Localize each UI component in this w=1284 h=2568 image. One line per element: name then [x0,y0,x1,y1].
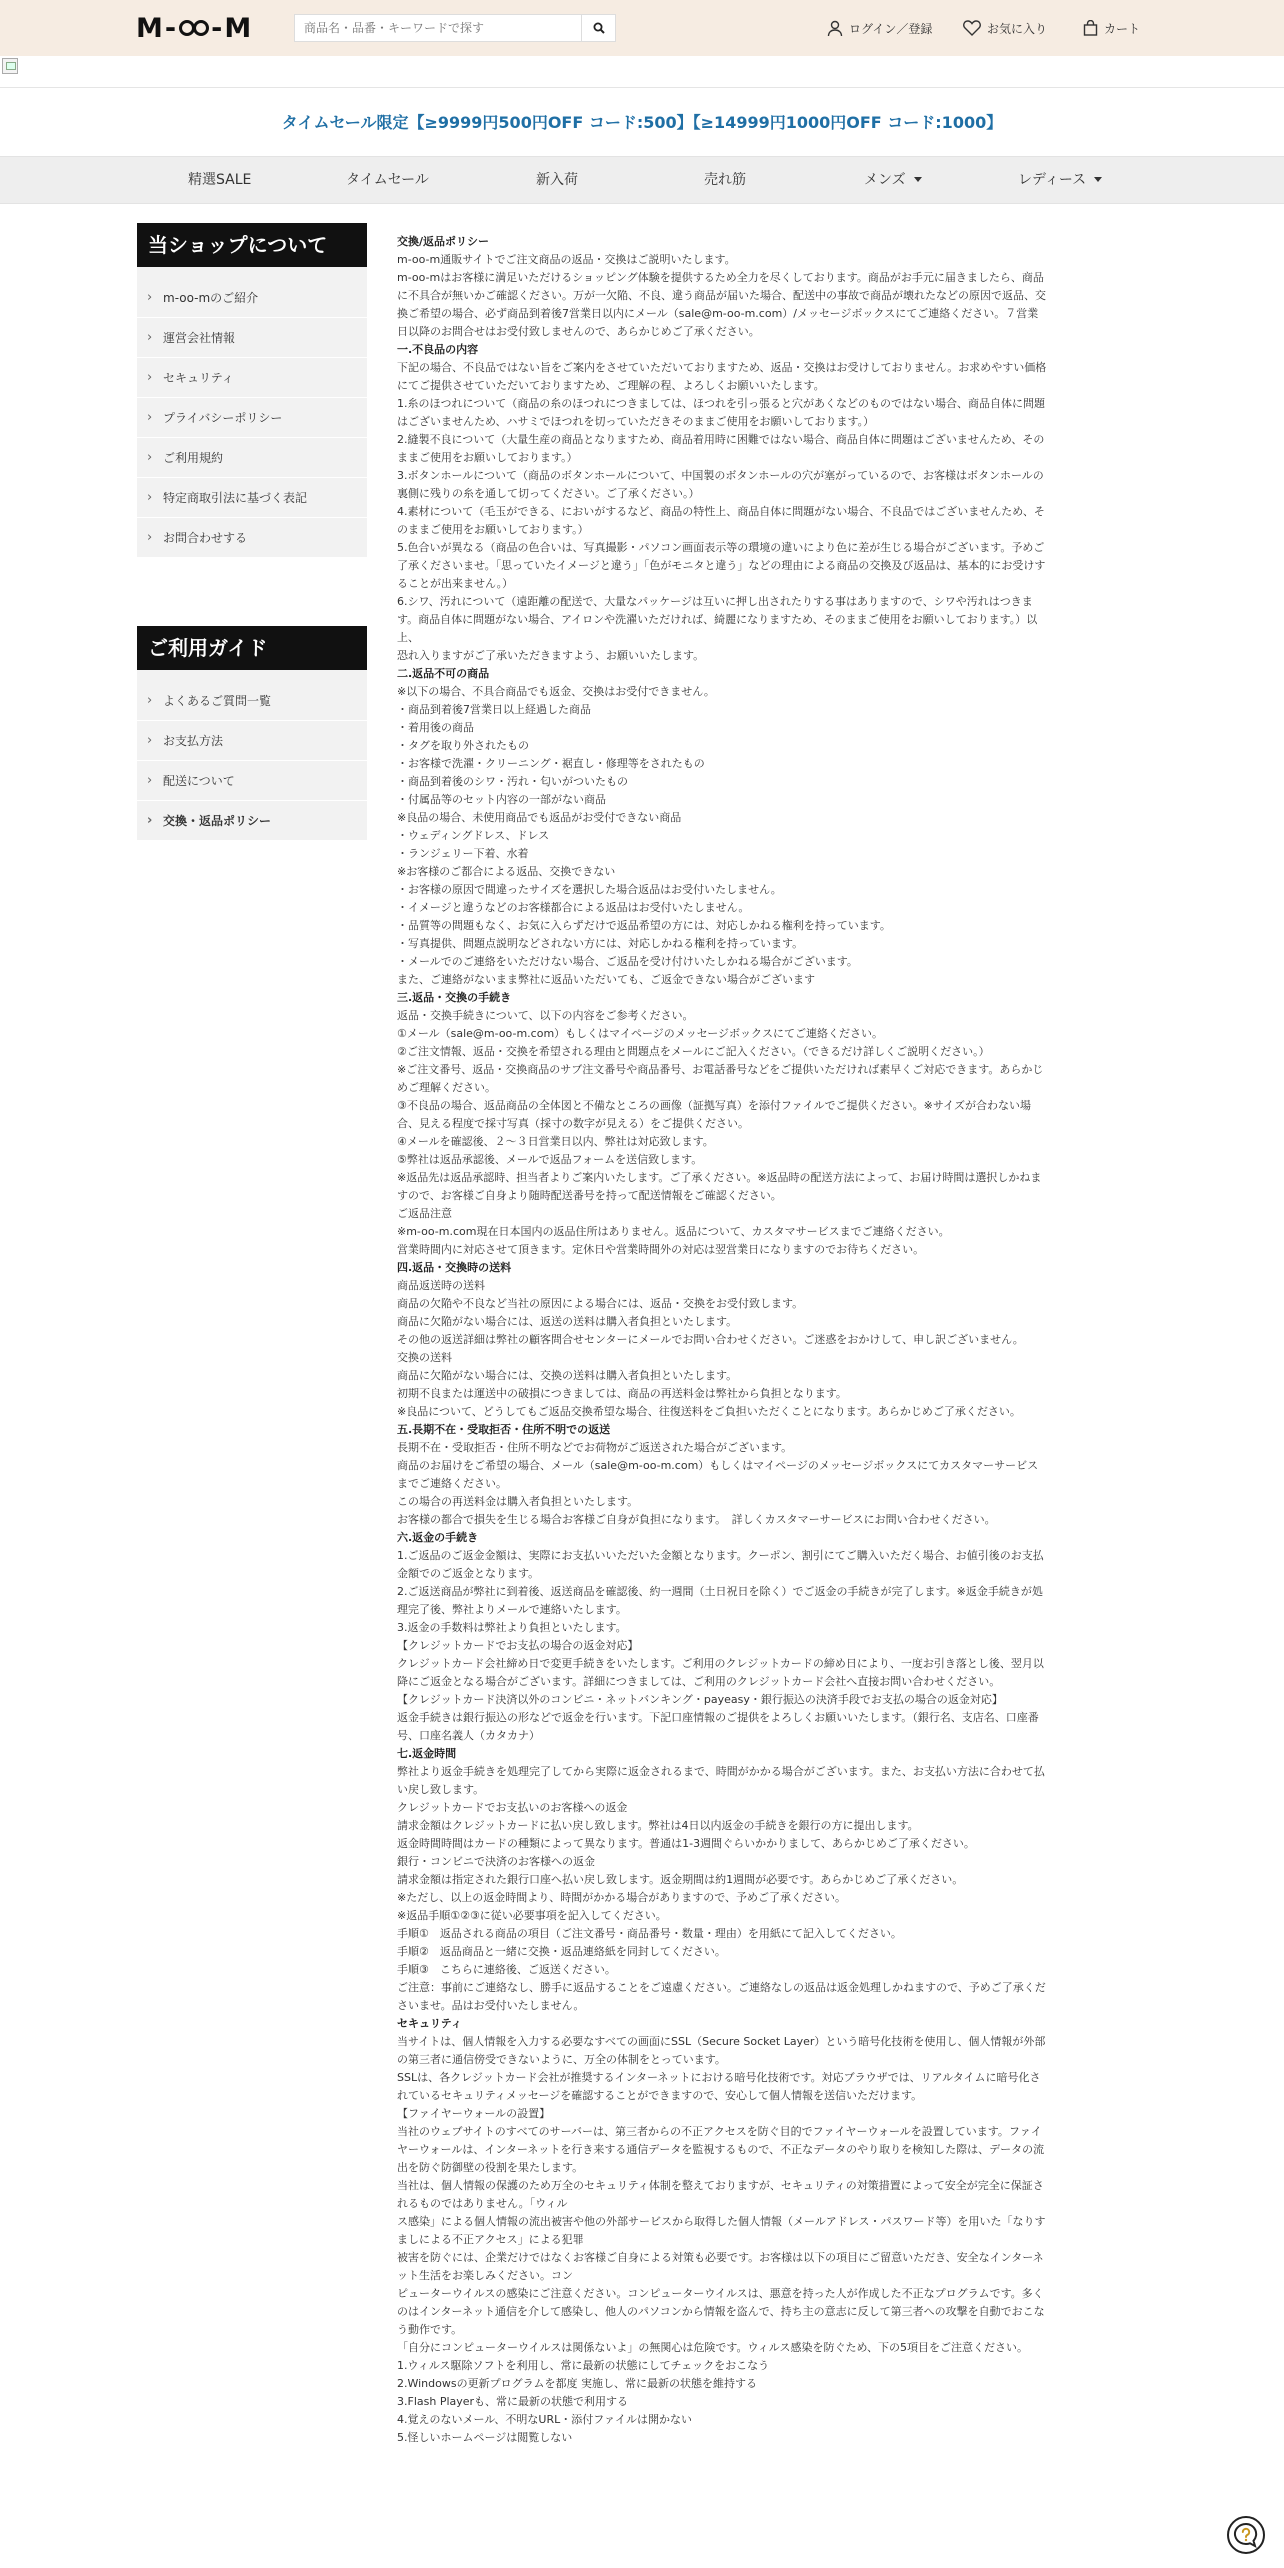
sidebar-item-contact[interactable]: › お問合わせする [137,518,367,558]
policy-paragraph: m-oo-m通販サイトでご注文商品の返品・交換はご説明いたします。 [397,253,736,266]
policy-paragraph: ピューターウイルスの感染にご注意ください。コンピューターウイルスは、悪意を持った人が作成した不正なプログラムです。多くのはインターネット通信を介して感染し、他人のパソコンから情報を盗んで、持ち主の意志に反して第三者への攻撃を自動でおこなう動作です。 [397,2287,1045,2336]
nav-item-mens[interactable]: メンズ [864,157,922,203]
policy-paragraph: 当サイトは、個人情報を入力する必要なすべての画面にSSL（Secure Socket Layer）という暗号化技術を使用し、個人情報が外部の第三者に通信傍受できないように、万全の体制をとっています。 [397,2035,1046,2066]
policy-paragraph: 3.返金の手数料は弊社より負担といたします。 [397,1621,627,1634]
policy-paragraph: 弊社より返金手続きを処理完了してから実際に返金されるまで、時間がかかる場合がございます。また、お支払い方法に合わせて払い戻し致します。 [397,1765,1045,1796]
policy-paragraph: 4.素材について（毛玉ができる、においがするなど、商品の特性上、商品自体に問題がない場合、不良品ではございませんため、そのままご使用をお願いしております。） [397,505,1045,536]
policy-paragraph: ※m-oo-m.com現在日本国内の返品住所はありません。返品について、カスタマサービスまでご連絡ください。 [397,1225,950,1238]
sidebar-about-list [137,267,367,558]
policy-content [397,233,1049,2447]
sidebar-item-faq[interactable]: › よくあるご質問一覧 [137,681,367,721]
policy-paragraph: 交換の送料 [397,1351,452,1364]
sidebar-item-introduction[interactable]: › m-oo-mのご紹介 [137,278,367,318]
policy-paragraph: 2.ご返送商品が弊社に到着後、返送商品を確認後、約一週間（土日祝日を除く）でご返金の手続きが完了します。※返金手続きが処理完了後、弊社よりメールで連絡いたします。 [397,1585,1043,1616]
main-nav [0,156,1284,204]
policy-paragraph: 下記の場合、不良品ではない旨をご案内をさせていただいておりますため、返品・交換はお受けしておりません。お求めやすい価格にてご提供させていただいておりますため、ご理解の程、よろしくお願いいたします。 [397,361,1047,392]
policy-paragraph: ※ただし、以上の返金時間より、時間がかかる場合がありますので、予めご了承ください。 [397,1891,846,1904]
policy-paragraph: 商品返送時の送料 [397,1279,485,1292]
sidebar-item-security[interactable]: › セキュリティ [137,358,367,398]
promo-banner-image[interactable] [0,56,1284,88]
user-icon [827,20,843,37]
policy-paragraph: 1.糸のほつれについて（商品の糸のほつれにつきましては、ほつれを引っ張ると穴があくなどのものではない場合、商品自体に問題はございませんため、ハサミでほつれを切っていただきそのままご使用をお願いしております。） [397,397,1046,428]
policy-paragraph: 返金手続きは銀行振込の形などで返金を行います。下記口座情報のご提供をよろしくお願いいたします。（銀行名、支店名、口座番号、口座名義人（カタカナ） [397,1711,1039,1742]
policy-paragraph: 3.Flash Playerも、常に最新の状態で利用する [397,2395,629,2408]
policy-paragraph: 請求金額はクレジットカードに払い戻し致します。弊社は4日以内返金の手続きを銀行の方に提出します。 [397,1819,919,1832]
policy-paragraph: 返金時間時間はカードの種類によって異なります。普通は1-3週間ぐらいかかりまして、あらかじめご了承ください。 [397,1837,975,1850]
policy-paragraph: その他の返送詳細は弊社の顧客問合せセンターにメールでお問い合わせください。ご迷惑をおかけして、申し訳ございません。 [397,1333,1024,1346]
sidebar-about-title: 当ショップについて [137,223,367,267]
section-heading: 四.返品・交換時の送料 [397,1261,512,1274]
section-heading: セキュリティ [397,2017,462,2030]
sidebar-item-terms[interactable]: › ご利用規約 [137,438,367,478]
policy-paragraph: 【ファイヤーウォールの設置】 [397,2107,551,2120]
chevron-down-icon [1094,177,1102,182]
policy-paragraph: 返品・交換手続きについて、以下の内容をご参考ください。 [397,1009,694,1022]
sidebar-guide [137,626,367,841]
policy-paragraph: ・お客様で洗濯・クリーニング・裾直し・修理等をされたもの [397,757,705,770]
policy-paragraph: 初期不良または運送中の破損につきましては、商品の再送料金は弊社から負担となります。 [397,1387,847,1400]
policy-paragraph: この場合の再送料金は購入者負担といたします。 [397,1495,639,1508]
section-heading: 交換/返品ポリシー [397,235,490,248]
policy-paragraph: 当社は、個人情報の保護のため万全のセキュリティ体制を整えておりますが、セキュリティの対策措置によって安全が完全に保証されるものではありません。「ウィル [397,2179,1044,2210]
policy-paragraph: ・商品到着後のシワ・汚れ・匂いがついたもの [397,775,628,788]
policy-paragraph: 請求金額は指定された銀行口座へ払い戻し致します。返金期間は約1週間が必要です。あらかじめご了承ください。 [397,1873,964,1886]
policy-paragraph: 長期不在・受取拒否・住所不明などでお荷物がご返送された場合がございます。 [397,1441,793,1454]
section-heading: 六.返金の手続き [397,1531,479,1544]
section-heading: 五.長期不在・受取拒否・住所不明での返送 [397,1423,611,1436]
sidebar-item-privacy-policy[interactable]: › プライバシーポリシー [137,398,367,438]
policy-paragraph: ・タグを取り外されたもの [397,739,529,752]
logo-oo-mark [180,20,208,36]
sidebar-item-company-info[interactable]: › 運営会社情報 [137,318,367,358]
sidebar-guide-title: ご利用ガイド [137,626,367,670]
sidebar-guide-list [137,670,367,841]
policy-paragraph: 商品に欠陥がない場合には、返送の送料は購入者負担といたします。 [397,1315,738,1328]
question-chat-icon [1233,2522,1259,2548]
policy-paragraph: 6.シワ、汚れについて（遠距離の配送で、大量なパッケージは互いに押し出されたりする事はありますので、シワや汚れはつきます。商品自体に問題がない場合、アイロンや洗濯いただければ、綺麗になりますため、そのままご使用をお願いしております。）以上、 [397,595,1038,644]
policy-paragraph: 手順① 返品される商品の項目（ご注文番号・商品番号・数量・理由）を用紙にて記入してください。 [397,1927,902,1940]
nav-item-featured-sale[interactable]: 精選SALE [188,172,252,188]
sidebar-item-shipping[interactable]: › 配送について [137,761,367,801]
policy-paragraph: お客様の都合で損失を生じる場合お客様ご自身が負担になります。 詳しくカスタマーサービスにお問い合わせください。 [397,1513,996,1526]
policy-paragraph: 【クレジットカード決済以外のコンビニ・ネットバンキング・payeasy・銀行振込の決済手段でお支払の場合の返金対応】 [397,1693,1003,1706]
policy-paragraph: ・着用後の商品 [397,721,474,734]
policy-paragraph: m-oo-mはお客様に満足いただけるショッピング体験を提供するため全力を尽くしております。商品がお手元に届きましたら、商品に不具合が無いかご確認ください。万が一欠陥、不良、違う商品が届いた場合、配送中の事故で商品が壊れたなどの原因で返品、交換ご希望の場合、必ず商品到着後7営業日以内にメール（sale@m-oo-m.com）/メッセージボックスにてご連絡ください。７営業日以降のお問合せはお受付致しませんので、あらかじめご了承ください。 [397,271,1046,338]
policy-paragraph: ・ウェディングドレス、ドレス [397,829,550,842]
policy-paragraph: 手順② 返品商品と一緒に交換・返品連絡紙を同封してください。 [397,1945,726,1958]
policy-paragraph: 営業時間内に対応させて頂きます。定休日や営業時間外の対応は翌営業日になりますのでお待ちください。 [397,1243,925,1256]
cart-icon [1083,20,1098,36]
nav-item-best-sellers[interactable]: 売れ筋 [704,172,746,188]
policy-paragraph: 5.色合いが異なる（商品の色合いは、写真撮影・パソコン画面表示等の環境の違いにより色に差が生じる場合がございます。予めご了承くださいませ。「思っていたイメージと違う」「色がモニタと違う」などの理由による商品の交換及び返品は、基本的にお受けすることが出来ません。） [397,541,1046,590]
heart-icon [963,20,981,36]
sidebar-item-legal-notice[interactable]: › 特定商取引法に基づく表記 [137,478,367,518]
sidebar-item-payment[interactable]: › お支払方法 [137,721,367,761]
policy-paragraph: 商品の欠陥や不良など当社の原因による場合には、返品・交換をお受付致します。 [397,1297,804,1310]
policy-paragraph: ・付属品等のセット内容の一部がない商品 [397,793,606,806]
policy-paragraph: クレジットカード会社締め日で変更手続きをいたします。ご利用のクレジットカードの締め日により、一度お引き落とし後、翌月以降にご返金となる場合がございます。詳細につきましては、ご利用のクレジットカード会社へ直接お問い合わせください。 [397,1657,1044,1688]
section-heading: 三.返品・交換の手続き [397,991,512,1004]
policy-paragraph: ・メールでのご連絡をいただけない場合、ご返品を受け付けいたしかねる場合がございます。 [397,955,858,968]
login-link[interactable] [827,16,932,40]
logo-letter-m: M [136,12,164,44]
nav-item-new-arrivals[interactable]: 新入荷 [536,172,578,188]
cart-link[interactable] [1083,16,1140,40]
policy-paragraph: ※以下の場合、不具合商品でも返金、交換はお受付できません。 [397,685,715,698]
policy-paragraph: ①メール（sale@m-oo-m.com）もしくはマイページのメッセージボックスにてご連絡ください。 [397,1027,883,1040]
cart-label: カート [1104,21,1141,36]
policy-paragraph: SSLは、各クレジットカード会社が推奨するインターネットにおける暗号化技術です。対応ブラウザでは、リアルタイムに暗号化されているセキュリティメッセージを確認することができますので、安心して個人情報を送信いただけます。 [397,2071,1041,2102]
policy-paragraph: 1.ご返品のご返金金額は、実際にお支払いいただいた金額となります。クーポン、割引にてご購入いただく場合、お値引後のお支払金額でのご返金となります。 [397,1549,1044,1580]
policy-paragraph: 2.縫製不良について（大量生産の商品となりますため、商品着用時に困難ではない場合、商品自体に問題はございませんため、そのままご使用をお願いしております。） [397,433,1045,464]
policy-paragraph: 「自分にコンピューターウイルスは関係ないよ」の無関心は危険です。ウィルス感染を防ぐため、下の5項目をご注意ください。 [397,2341,1029,2354]
section-heading: 一.不良品の内容 [397,343,479,356]
chevron-down-icon [914,177,922,182]
policy-paragraph: ・ランジェリー下着、水着 [397,847,529,860]
policy-paragraph: 3.ボタンホールについて（商品のボタンホールについて、中国製のボタンホールの穴が塞がっているので、お客様はボタンホールの裏側に残りの糸を通して切ってください。ご了承ください。） [397,469,1044,500]
policy-paragraph: また、ご連絡がないまま弊社に返品いただいても、ご返金できない場合がございます [397,973,815,986]
section-heading: 二.返品不可の商品 [397,667,490,680]
policy-paragraph: 被害を防ぐには、企業だけではなくお客様ご自身による対策も必要です。お客様は以下の項目にご留意いただき、安全なインターネット生活をお楽しみください。コン [397,2251,1044,2282]
policy-paragraph: 手順③ こちらに連絡後、ご返送ください。 [397,1963,616,1976]
policy-paragraph: 1.ウィルス駆除ソフトを利用し、常に最新の状態にしてチェックをおこなう [397,2359,770,2372]
policy-paragraph: ※お客様のご都合による返品、交換できない [397,865,616,878]
logo-letter-m: M [224,12,253,44]
policy-paragraph: 5.怪しいホームページは閲覧しない [397,2431,573,2444]
policy-paragraph: ②ご注文情報、返品・交換を希望される理由と問題点をメールにご記入ください。（できるだけ詳しくご説明ください。） [397,1045,990,1058]
policy-paragraph: 商品のお届けをご希望の場合、メール（sale@m-oo-m.com）もしくはマイページのメッセージボックスにてカスタマーサービスまでご連絡ください。 [397,1459,1039,1490]
policy-paragraph: ⑤弊社は返品承認後、メールで返品フォームを送信致します。 [397,1153,703,1166]
policy-paragraph: ス感染」による個人情報の流出被害や他の外部サービスから取得した個人情報（メールアドレス・パスワード等）を用いた「なりすましによる不正アクセス」による犯罪 [397,2215,1046,2246]
policy-paragraph: ※返品先は返品承認時、担当者よりご案内いたします。ご了承ください。※返品時の配送方法によって、お届け時間は選択しかねますので、お客様ご自身より随時配送番号を持って配送情報をご確認ください。 [397,1171,1042,1202]
policy-paragraph: ・お客様の原因で間違ったサイズを選択した場合返品はお受付いたしません。 [397,883,782,896]
nav-item-time-sale[interactable]: タイムセール [346,172,429,188]
policy-paragraph: 商品に欠陥がない場合には、交換の送料は購入者負担といたします。 [397,1369,738,1382]
help-chat-button[interactable] [1227,2516,1265,2554]
favorites-link[interactable] [963,16,1047,40]
policy-paragraph: ・商品到着後7営業日以上経過した商品 [397,703,591,716]
policy-paragraph: ※良品の場合、未使用商品でも返品がお受付できない商品 [397,811,682,824]
nav-item-ladies[interactable]: レディース [1018,157,1102,203]
section-heading: 七.返金時間 [397,1747,457,1760]
favorites-label: お気に入り [987,21,1048,36]
policy-paragraph: 当社のウェブサイトのすべてのサーバーは、第三者からの不正アクセスを防ぐ目的でファイヤーウォールを設置しています。ファイヤーウォールは、インターネットを行き来する通信データを監視するもので、不正なデータのやり取りを検知した際は、データの流出を防ぐ防御壁の役割を果たします。 [397,2125,1045,2174]
search-icon [593,22,605,34]
policy-paragraph: 2.Windowsの更新プログラムを都度 実施し、常に最新の状態を維持する [397,2377,757,2390]
policy-paragraph: ③不良品の場合、返品商品の全体図と不備なところの画像（証拠写真）を添付ファイルでご提供ください。※サイズが合わない場合、見える程度で採寸写真（採寸の数字が見える）をご提供ください。 [397,1099,1031,1130]
policy-paragraph: 銀行・コンビニで決済のお客様への返金 [397,1855,595,1868]
search-box [294,14,616,42]
search-input[interactable] [295,15,581,41]
policy-paragraph: 【クレジットカードでお支払の場合の返金対応】 [397,1639,639,1652]
policy-paragraph: ※良品について、どうしてもご返品交換希望な場合、往復送料をご負担いただくことになります。あらかじめご了承ください。 [397,1405,1021,1418]
time-sale-banner[interactable]: タイムセール限定【≥9999円500円OFF コード:500】【≥14999円1000円OFF コード:1000】 [281,113,1003,132]
policy-paragraph: ご注意：事前にご連絡なし、勝手に返品することをご遠慮ください。ご連絡なしの返品は返金処理しかねますので、予めご了承くださいませ。品はお受付いたしません。 [397,1981,1046,2012]
policy-paragraph: ④メールを確認後、２～３日営業日以内、弊社は対応致します。 [397,1135,714,1148]
broken-image-icon [2,58,18,74]
policy-paragraph: ・品質等の問題もなく、お気に入らずだけで返品希望の方には、対応しかねる権利を持っています。 [397,919,891,932]
policy-paragraph: 恐れ入りますがご了承いただきますよう、お願いいたします。 [397,649,705,662]
policy-paragraph: ・イメージと違うなどのお客様都合による返品はお受付いたしません。 [397,901,750,914]
sidebar-about [137,223,367,558]
login-label: ログイン／登録 [849,21,933,36]
policy-paragraph: ・写真提供、問題点説明などされない方には、対応しかねる権利を持っています。 [397,937,804,950]
policy-paragraph: ご返品注意 [397,1207,452,1220]
policy-paragraph: ※ご注文番号、返品・交換商品のサブ注文番号や商品番号、お電話番号などをご提供いただければ素早くご対応できます。あらかじめご理解ください。 [397,1063,1044,1094]
policy-paragraph: ※返品手順①②③に従い必要事項を記入してください。 [397,1909,667,1922]
site-header [0,0,1284,56]
policy-paragraph: クレジットカードでお支払いのお客様への返金 [397,1801,628,1814]
sidebar-item-returns-policy[interactable]: › 交換・返品ポリシー [137,801,367,841]
search-button[interactable] [581,15,615,41]
policy-paragraph: 4.覚えのないメール、不明なURL・添付ファイルは開かない [397,2413,692,2426]
site-logo[interactable]: M - - M [136,12,253,44]
